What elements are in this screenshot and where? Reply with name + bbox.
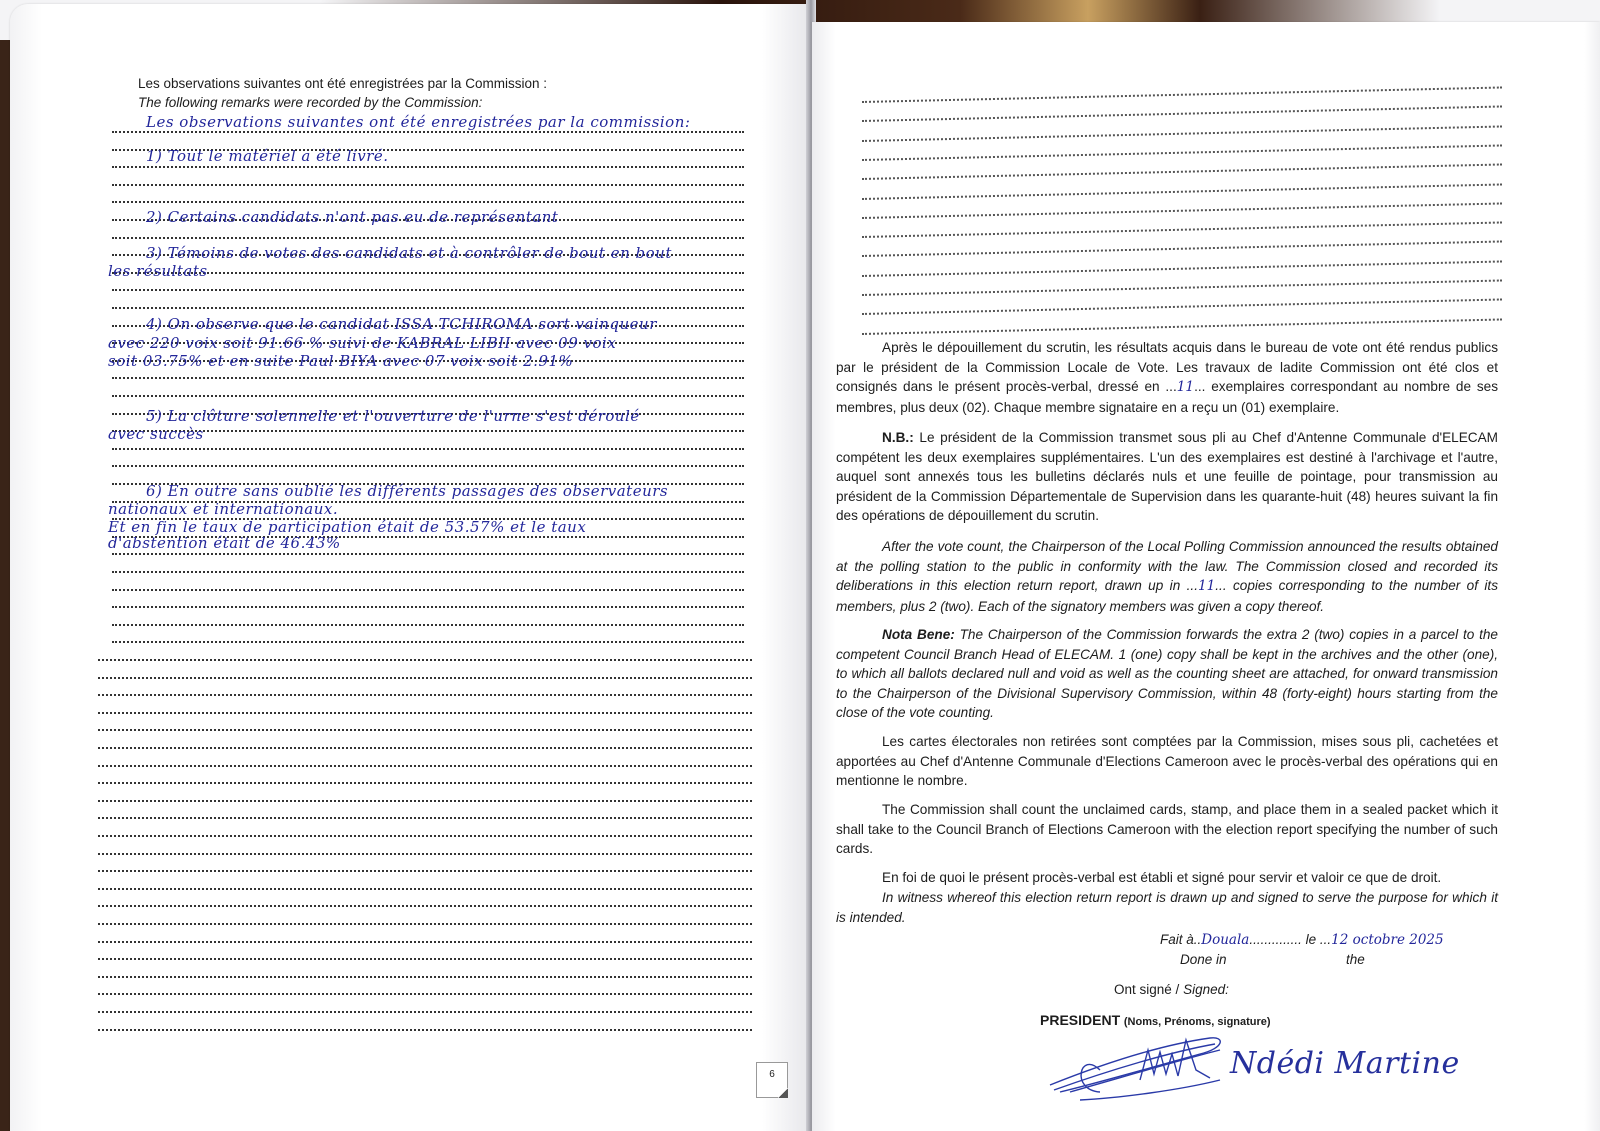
ruled-line xyxy=(112,131,744,133)
ruled-line xyxy=(98,712,752,714)
ruled-line xyxy=(98,1011,752,1013)
handwritten-observation: nationaux et internationaux. xyxy=(108,500,339,518)
place-value: Douala xyxy=(1201,932,1250,948)
paragraph-witness-fr: En foi de quoi le présent procès-verbal est établi et signé pour servir et valoir ce que de droit. xyxy=(882,870,1442,885)
ruled-line xyxy=(112,624,744,626)
ruled-line xyxy=(98,817,752,819)
ruled-line xyxy=(98,958,752,960)
ruled-line xyxy=(112,553,744,555)
handwritten-observation: 4) On observe que le candidat ISSA TCHIROMA sort vainqueur xyxy=(146,315,657,333)
paragraph-results-fr: Après le dépouillement du scrutin, les résultats acquis dans le bureau de vote ont été rendus publics par le président de la Commission Locale de Vote. Les travaux de ladite Commission ont été clos et consignés dans le présent procès-verbal, dressé en ...11... exemplaires correspondant au nombre de ses membres, plus deux (02). Chaque membre signataire en a reçu un (01) exemplaire. xyxy=(836,340,1498,415)
paragraph-nota-bene-en: Nota Bene: The Chairperson of the Commission forwards the extra 2 (two) copies in a parcel to the competent Council Branch Head of ELECAM. 1 (one) copy shall be kept in the archives and the other (one), to which all ballots declared null and void as well as the counting sheet are attached, for onward transmission to the Chairperson of the Divisional Supervisory Commission, within 48 (forty-eight) hours starting from the close of the vote counting. xyxy=(836,627,1498,720)
copies-count-fr: 11 xyxy=(1176,379,1195,395)
page-number: 6 xyxy=(756,1062,788,1098)
copies-count-en: 11 xyxy=(1197,578,1216,594)
observations-heading-fr: Les observations suivantes ont été enregistrées par la Commission : xyxy=(138,76,547,91)
ruled-line xyxy=(98,677,752,679)
signed-heading: Ont signé / Signed: xyxy=(1114,982,1229,997)
ruled-line xyxy=(112,166,744,168)
ruled-line xyxy=(98,923,752,925)
handwritten-observation: d'abstention était de 46.43% xyxy=(108,534,341,552)
ruled-line xyxy=(112,237,744,239)
ruled-line xyxy=(98,853,752,855)
ruled-line xyxy=(112,448,744,450)
handwritten-observation: 6) En outre sans oublié les différents passages des observateurs xyxy=(146,482,669,500)
ruled-line xyxy=(112,589,744,591)
date-value: 12 octobre 2025 xyxy=(1331,932,1444,948)
ruled-line xyxy=(112,465,744,467)
president-name: Ndédi Martine xyxy=(1230,1046,1460,1081)
done-in-label: Done in xyxy=(1180,952,1227,967)
ruled-line xyxy=(98,800,752,802)
left-page xyxy=(10,4,810,1131)
paragraph-cards-en: The Commission shall count the unclaimed cards, stamp, and place them in a sealed packet which it shall take to the Council Branch of Elections Cameroon with the election report specifying the number of such cards. xyxy=(836,802,1498,856)
ruled-line xyxy=(98,747,752,749)
ruled-line xyxy=(112,571,744,573)
ruled-line xyxy=(98,976,752,978)
ruled-line xyxy=(112,377,744,379)
ruled-line xyxy=(98,765,752,767)
ruled-line xyxy=(112,641,744,643)
observations-heading-en: The following remarks were recorded by the Commission: xyxy=(138,95,483,110)
handwritten-observation: soit 03.75% et en suite Paul BIYA avec 07 voix soit 2.91% xyxy=(108,352,574,370)
ruled-line xyxy=(98,729,752,731)
ruled-line xyxy=(98,941,752,943)
ruled-line xyxy=(112,201,744,203)
ruled-line xyxy=(112,289,744,291)
paragraph-cards-fr: Les cartes électorales non retirées sont comptées par la Commission, mises sous pli, cachetées et apportées au Chef d'Antenne Communale d'Elections Cameroon avec le procès-verbal des opérations qui en mentionne le nombre. xyxy=(836,734,1498,788)
signature-scribble-icon xyxy=(1040,1030,1240,1110)
handwritten-observation: Et en fin le taux de participation était de 53.57% et le taux xyxy=(108,518,587,536)
handwritten-observation: avec succès xyxy=(108,425,204,443)
president-signature-label: PRESIDENT (Noms, Prénoms, signature) xyxy=(1040,1012,1271,1028)
ruled-line xyxy=(98,870,752,872)
ruled-line xyxy=(98,1029,752,1031)
ruled-line xyxy=(112,395,744,397)
ruled-line xyxy=(98,782,752,784)
ruled-line xyxy=(98,835,752,837)
place-date-line: Fait à..Douala.............. le ...12 octobre 2025 xyxy=(1160,932,1444,948)
ruled-line xyxy=(98,694,752,696)
paragraph-witness-en: In witness whereof this election return report is drawn up and signed to serve the purpose for which it is intended. xyxy=(836,890,1498,925)
ruled-line xyxy=(112,430,744,432)
ruled-line xyxy=(112,307,744,309)
handwritten-observation: les résultats xyxy=(108,262,208,280)
handwritten-observation: 3) Témoins de votes des candidats et à contrôler de bout en bout xyxy=(146,244,672,262)
handwritten-observation: 5) La clôture solennelle et l'ouverture de l'urne s'est déroulé xyxy=(146,407,640,425)
the-label: the xyxy=(1346,952,1365,967)
ruled-line xyxy=(98,888,752,890)
ruled-line xyxy=(98,993,752,995)
ruled-line xyxy=(98,659,752,661)
ruled-line xyxy=(112,184,744,186)
ruled-line xyxy=(98,905,752,907)
handwritten-observation: 2) Certains candidats n'ont pas eu de représentant xyxy=(146,208,559,226)
president-signature xyxy=(1040,1030,1500,1110)
handwritten-observation: 1) Tout le matériel a été livré. xyxy=(146,147,389,165)
ruled-line xyxy=(112,606,744,608)
paragraph-nb-fr: N.B.: Le président de la Commission transmet sous pli au Chef d'Antenne Communale d'ELECAM compétent les deux exemplaires supplémentaires. L'un des exemplaires est destiné à l'archivage et l'autre, auquel sont annexés tous les bulletins déclarés nuls et une feuille de pointage, pour transmission au président de la Commission Départementale de Supervision dans les quarante-huit (48) heures suivant la fin des opérations de dépouillement du scrutin. xyxy=(836,430,1498,523)
handwritten-observation: avec 220 voix soit 91.66 % suivi de KABRAL LIBII avec 09 voix xyxy=(108,334,617,352)
handwritten-observation: Les observations suivantes ont été enregistrées par la commission: xyxy=(146,113,691,131)
paragraph-results-en: After the vote count, the Chairperson of the Local Polling Commission announced the results obtained at the polling station to the public in conformity with the law. The Commission closed and recorded its deliberations in this election return report, drawn up in ...11... copies corresponding to the number of its members, plus 2 (two). Each of the signatory members was given a copy thereof. xyxy=(836,539,1498,614)
